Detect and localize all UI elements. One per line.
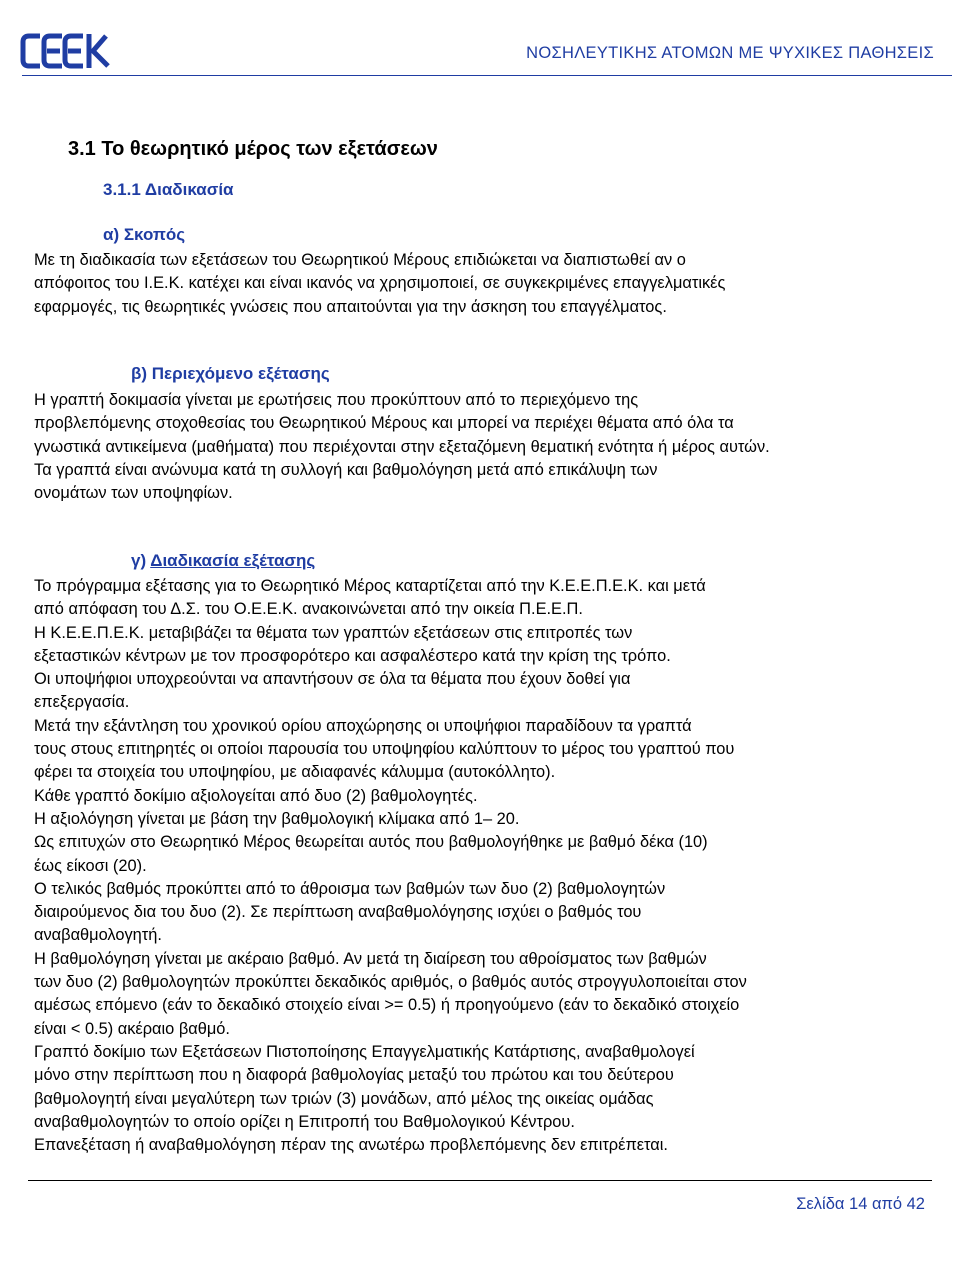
page-header: [0, 0, 960, 80]
header-divider: [22, 75, 952, 76]
heading-procedure-text: Διαδικασία εξέτασης: [150, 551, 316, 570]
section-title: 3.1 Το θεωρητικό μέρος των εξετάσεων: [68, 138, 438, 160]
ceek-logo: [20, 30, 112, 72]
paragraph-procedure: Το πρόγραμμα εξέτασης για το Θεωρητικό Μέρος καταρτίζεται από την Κ.Ε.Ε.Π.Ε.Κ. και μετά από απόφαση του Δ.Σ. του Ο.Ε.Ε.Κ. ανακοινώνεται από την οικεία Π.Ε.Ε.Π. Η Κ.Ε.Ε.Π.Ε.Κ. μεταβιβάζει τα θέματα των γραπτών εξετάσεων στις επιτροπές των εξεταστικών κέντρων με τον προσφορότερο και ασφαλέστερο κατά την κρίση της τρόπο. Οι υποψήφιοι υποχρεούνται να απαντήσουν σε όλα τα θέματα που έχουν δοθεί για επεξεργασία. Μετά την εξάντληση του χρονικού ορίου αποχώρησης οι υποψήφιοι παραδίδουν τα γραπτά τους στους επιτηρητές οι οποίοι παρουσία του υποψηφίου καλύπτουν το μέρος του γραπτού που φέρει τα στοιχεία του υποψηφίου, με αδιαφανές κάλυμμα (αυτοκόλλητο). Κάθε γραπτό δοκίμιο αξιολογείται από δυο (2) βαθμολογητές. Η αξιολόγηση γίνεται με βάση την βαθμολογική κλίμακα από 1– 20. Ως επιτυχών στο Θεωρητικό Μέρος θεωρείται αυτός που βαθμολογήθηκε με βαθμό δέκα (10) έως είκοσι (20). Ο τελικός βαθμός προκύπτει από το άθροισμα των βαθμών των δυο (2) βαθμολογητών διαιρούμενος δια του δυο (2). Σε περίπτωση αναβαθμολόγησης ισχύει ο βαθμός του αναβαθμολογητή. Η βαθμολόγηση γίνεται με ακέραιο βαθμό. Αν μετά τη διαίρεση του αθροίσματος των βαθμών των δυο (2) βαθμολογητών προκύπτει δεκαδικός αριθμός, ο βαθμός αυτός στρογγυλοποιείται στον αμέσως επόμενο (εάν το δεκαδικό στοιχείο είναι >= 0.5) ή προηγούμενο (εάν το δεκαδικό στοιχείο είναι < 0.5) ακέραιο βαθμό. Γραπτό δοκίμιο των Εξετάσεων Πιστοποίησης Επαγγελματικής Κατάρτισης, αναβαθμολογεί μόνο στην περίπτωση που η διαφορά βαθμολογίας μεταξύ του πρώτου και του δεύτερου βαθμολογητή είναι μεγαλύτερη των τριών (3) μονάδων, από μέλος της οικείας ομάδας αναβαθμολογητών το οποίο ορίζει η Επιτροπή του Βαθμολογικού Κέντρου. Επανεξέταση ή αναβαθμολόγηση πέραν της ανωτέρω προβλεπόμενης δεν επιτρέπεται.: [34, 577, 747, 1155]
heading-content: β) Περιεχόμενο εξέτασης: [131, 364, 330, 383]
footer-divider: [28, 1180, 932, 1181]
header-title: ΝΟΣΗΛΕΥΤΙΚΗΣ ΑΤΟΜΩΝ ΜΕ ΨΥΧΙΚΕΣ ΠΑΘΗΣΕΙΣ: [526, 44, 934, 62]
heading-purpose: α) Σκοπός: [103, 225, 186, 244]
paragraph-content: Η γραπτή δοκιμασία γίνεται με ερωτήσεις που προκύπτουν από το περιεχόμενο της προβλεπόμενης στοχοθεσίας του Θεωρητικού Μέρους και μπορεί να περιέχει θέματα από όλα τα γνωστικά αντικείμενα (μαθήματα) που περιέχονται στην εξεταζόμενη θεματική ενότητα ή μέρος αυτών. Τα γραπτά είναι ανώνυμα κατά τη συλλογή και βαθμολόγηση μετά από επικάλυψη των ονομάτων των υποψηφίων.: [34, 391, 770, 503]
heading-procedure: [131, 551, 315, 571]
page-number: Σελίδα 14 από 42: [796, 1195, 925, 1213]
subsection-title: 3.1.1 Διαδικασία: [103, 180, 234, 199]
heading-procedure-prefix: γ): [131, 551, 151, 570]
paragraph-purpose: Με τη διαδικασία των εξετάσεων του Θεωρητικού Μέρους επιδιώκεται να διαπιστωθεί αν ο απόφοιτος του Ι.Ε.Κ. κατέχει και είναι ικανός να χρησιμοποιεί, σε συγκεκριμένες επαγγελματικές εφαρμογές, τις θεωρητικές γνώσεις που απαιτούνται για την άσκηση του επαγγέλματος.: [34, 251, 726, 316]
